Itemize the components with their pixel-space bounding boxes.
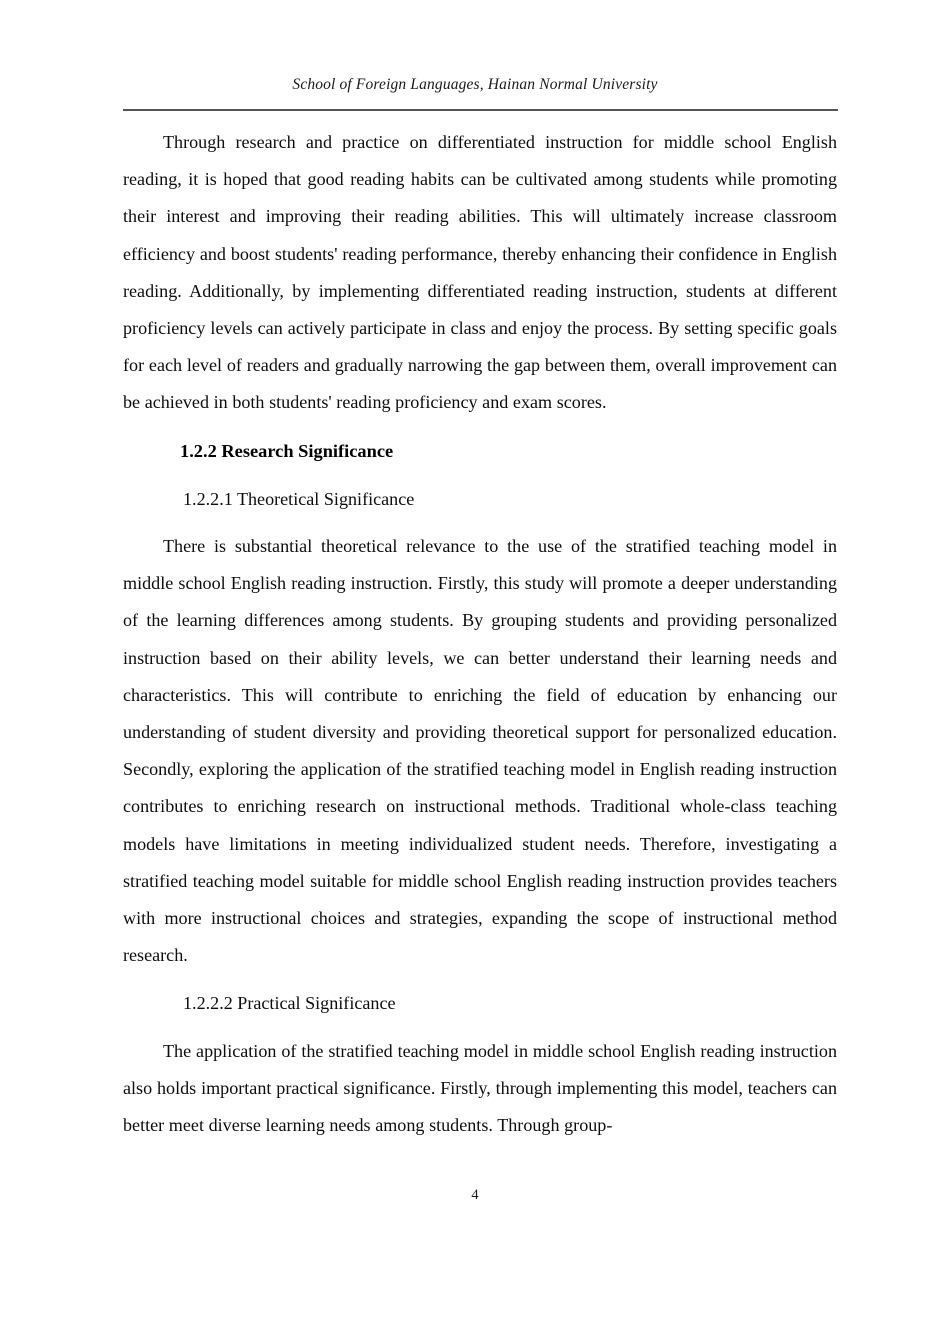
heading-practical-significance: 1.2.2.2 Practical Significance [183, 993, 396, 1014]
header-divider-rule [123, 109, 838, 111]
heading-research-significance: 1.2.2 Research Significance [180, 440, 394, 461]
paragraph-practical-significance: The application of the stratified teaching model in middle school English reading instruction also holds important practical significance. Firstly, through implementing this model, teachers can better meet diverse learning needs among students. Through group- [123, 1040, 837, 1136]
spacer-before-heading-1222 [123, 974, 837, 985]
running-header [0, 76, 950, 94]
heading-theoretical-significance: 1.2.2.1 Theoretical Significance [183, 488, 415, 509]
spacer-before-heading-122 [123, 422, 837, 433]
spacer-before-heading-1221 [123, 470, 837, 481]
spacer-before-paragraph-theoretical [123, 518, 837, 528]
spacer-before-paragraph-practical [123, 1023, 837, 1033]
page-number: 4 [471, 1187, 479, 1203]
paragraph-theoretical-significance: There is substantial theoretical relevance to the use of the stratified teaching model in middle school English reading instruction. Firstly, this study will promote a deeper understanding of the learning differences among students. By grouping students and providing personalized instruction based on their ability levels, we can better understand their learning needs and characteristics. This will contribute to enriching the field of education by enhancing our understanding of student diversity and providing theoretical support for personalized education. Secondly, exploring the application of the stratified teaching model in English reading instruction contributes to enriching research on instructional methods. Traditional whole-class teaching models have limitations in meeting individualized student needs. Therefore, investigating a stratified teaching model suitable for middle school English reading instruction provides teachers with more instructional choices and strategies, expanding the scope of instructional method research. [123, 536, 837, 966]
page-body [123, 124, 837, 1144]
paragraph-research-practice: Through research and practice on differentiated instruction for middle school English reading, it is hoped that good reading habits can be cultivated among students while promoting their interest and improving their reading abilities. This will ultimately increase classroom efficiency and boost students' reading performance, thereby enhancing their confidence in English reading. Additionally, by implementing differentiated reading instruction, students at different proficiency levels can actively participate in class and enjoy the process. By setting specific goals for each level of readers and gradually narrowing the gap between them, overall improvement can be achieved in both students' reading proficiency and exam scores. [123, 132, 837, 413]
running-header-text: School of Foreign Languages, Hainan Normal University [292, 76, 658, 93]
page-footer [0, 1186, 950, 1204]
